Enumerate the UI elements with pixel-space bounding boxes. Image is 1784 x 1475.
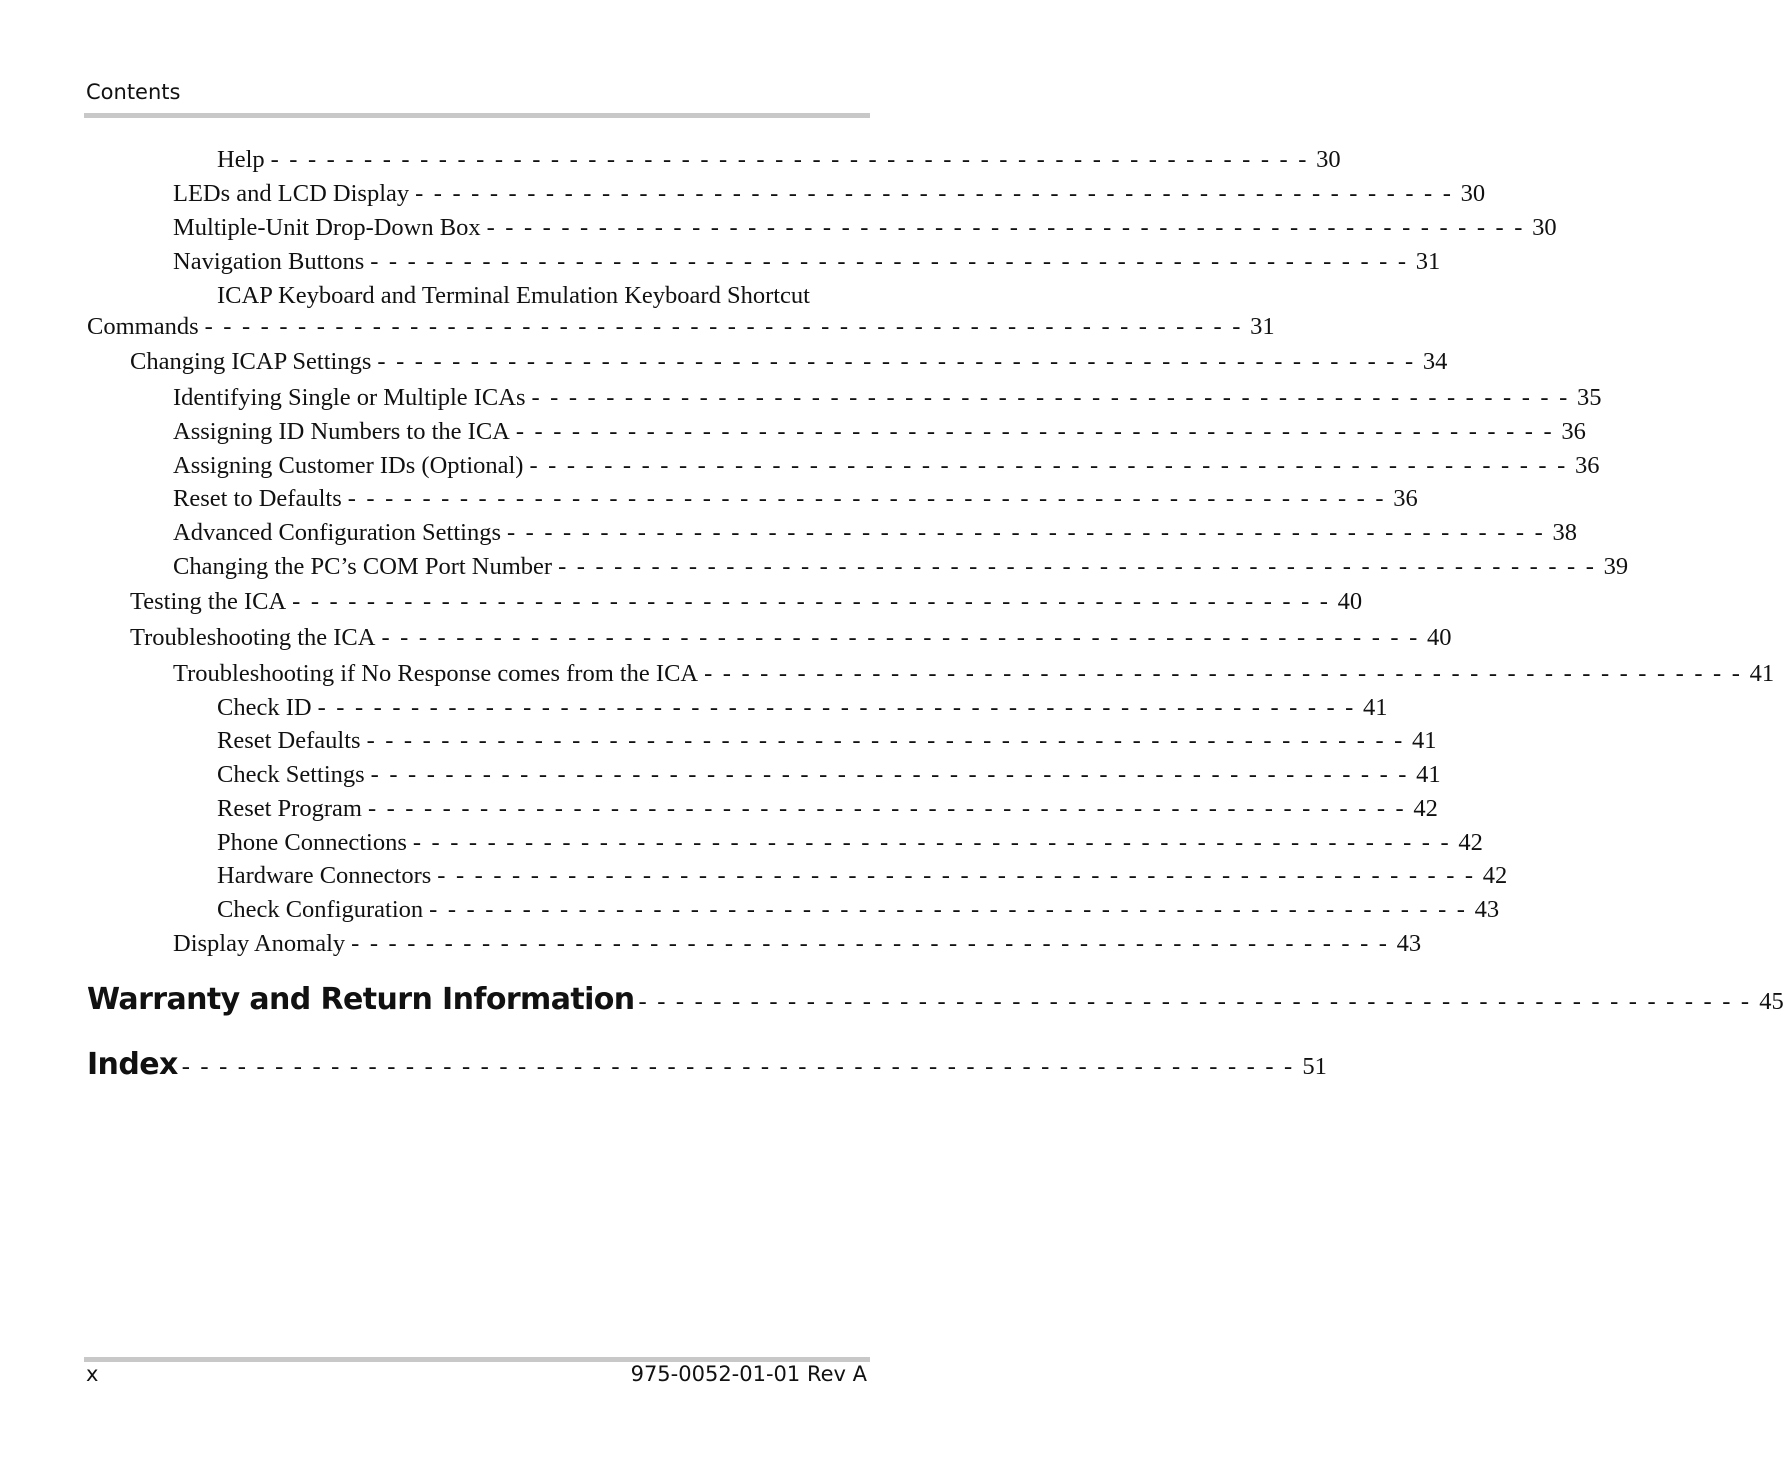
- dot-leader: - - - - - - - - - - - - - - - - - - - - - - - - - - - - - - - - - - - - - - - - - - - - - - - - - - - - - - - -: [381, 624, 1420, 651]
- footer-document-number: 975-0052-01-01 Rev A: [630, 1362, 867, 1386]
- page-number: 42: [1458, 829, 1483, 856]
- running-header: Contents: [86, 80, 181, 104]
- toc-entry-hardware-connectors[interactable]: Hardware Connectors - - - - - - - - - - - - - - - - - - - - - - - - - - - - - - - - - - - - - - - - - - - - - - - - - - - - - - - - 42: [217, 862, 1508, 889]
- toc-entry-advanced-configuration[interactable]: Advanced Configuration Settings - - - - - - - - - - - - - - - - - - - - - - - - - - - - - - - - - - - - - - - - - - - - - - - - - - - - - - - - 38: [173, 519, 1577, 546]
- page-number: 31: [1250, 313, 1275, 340]
- page-number: 42: [1413, 795, 1438, 822]
- dot-leader: - - - - - - - - - - - - - - - - - - - - - - - - - - - - - - - - - - - - - - - - - - - - - - - - - - - - - - - -: [270, 146, 1309, 173]
- page-number: 41: [1416, 761, 1441, 788]
- page-number: 36: [1574, 452, 1600, 479]
- dot-leader: - - - - - - - - - - - - - - - - - - - - - - - - - - - - - - - - - - - - - - - - - - - - - - - - - - - - - - - -: [204, 313, 1243, 340]
- dot-leader: - - - - - - - - - - - - - - - - - - - - - - - - - - - - - - - - - - - - - - - - - - - - - - - - - - - - - - - -: [317, 694, 1356, 721]
- toc-entry-troubleshooting-no-response[interactable]: Troubleshooting if No Response comes from the ICA - - - - - - - - - - - - - - - - - - - - - - - - - - - - - - - - - - - - - - - - - - - - - - - - - - - - - - - - 41: [173, 660, 1775, 687]
- toc-entry-icap-keyboard-line1[interactable]: ICAP Keyboard and Terminal Emulation Keyboard Shortcut: [217, 282, 810, 309]
- page-number: 35: [1576, 384, 1602, 411]
- toc-entry-assigning-id-numbers[interactable]: Assigning ID Numbers to the ICA - - - - - - - - - - - - - - - - - - - - - - - - - - - - - - - - - - - - - - - - - - - - - - - - - - - - - - - - 36: [173, 418, 1586, 445]
- dot-leader: - - - - - - - - - - - - - - - - - - - - - - - - - - - - - - - - - - - - - - - - - - - - - - - - - - - - - - - -: [370, 248, 1409, 275]
- page-number: 41: [1412, 727, 1437, 754]
- dot-leader: - - - - - - - - - - - - - - - - - - - - - - - - - - - - - - - - - - - - - - - - - - - - - - - - - - - - - - - -: [529, 452, 1568, 479]
- page-number: 45: [1759, 988, 1784, 1015]
- page-number: 43: [1474, 896, 1500, 923]
- toc-entry-reset-program[interactable]: Reset Program - - - - - - - - - - - - - - - - - - - - - - - - - - - - - - - - - - - - - - - - - - - - - - - - - - - - - - - - 42: [217, 795, 1438, 822]
- toc-entry-help[interactable]: Help - - - - - - - - - - - - - - - - - - - - - - - - - - - - - - - - - - - - - - - - - - - - - - - - - - - - - - - - 30: [217, 146, 1341, 173]
- page-number: 30: [1316, 146, 1341, 173]
- toc-entry-changing-icap-settings[interactable]: Changing ICAP Settings - - - - - - - - - - - - - - - - - - - - - - - - - - - - - - - - - - - - - - - - - - - - - - - - - - - - - - - - 34: [130, 348, 1448, 375]
- dot-leader: - - - - - - - - - - - - - - - - - - - - - - - - - - - - - - - - - - - - - - - - - - - - - - - - - - - - - - - - - - - -: [638, 988, 1752, 1015]
- toc-entry-reset-defaults[interactable]: Reset Defaults - - - - - - - - - - - - - - - - - - - - - - - - - - - - - - - - - - - - - - - - - - - - - - - - - - - - - - - - 41: [217, 727, 1437, 754]
- toc-entry-changing-com-port[interactable]: Changing the PC’s COM Port Number - - - - - - - - - - - - - - - - - - - - - - - - - - - - - - - - - - - - - - - - - - - - - - - - - - - - - - - - 39: [173, 553, 1629, 580]
- toc-entry-display-anomaly[interactable]: Display Anomaly - - - - - - - - - - - - - - - - - - - - - - - - - - - - - - - - - - - - - - - - - - - - - - - - - - - - - - - - 43: [173, 930, 1422, 957]
- page-number: 36: [1561, 418, 1586, 445]
- page-number: 41: [1363, 694, 1388, 721]
- toc-entry-assigning-customer-ids[interactable]: Assigning Customer IDs (Optional) - - - - - - - - - - - - - - - - - - - - - - - - - - - - - - - - - - - - - - - - - - - - - - - - - - - - - - - - 36: [173, 452, 1600, 479]
- toc-entry-check-settings[interactable]: Check Settings - - - - - - - - - - - - - - - - - - - - - - - - - - - - - - - - - - - - - - - - - - - - - - - - - - - - - - - - 41: [217, 761, 1441, 788]
- dot-leader: - - - - - - - - - - - - - - - - - - - - - - - - - - - - - - - - - - - - - - - - - - - - - - - - - - - - - - - -: [412, 829, 1451, 856]
- dot-leader: - - - - - - - - - - - - - - - - - - - - - - - - - - - - - - - - - - - - - - - - - - - - - - - - - - - - - - - -: [347, 485, 1386, 512]
- toc-entry-leds-lcd[interactable]: LEDs and LCD Display - - - - - - - - - - - - - - - - - - - - - - - - - - - - - - - - - - - - - - - - - - - - - - - - - - - - - - - - 30: [173, 180, 1486, 207]
- dot-leader: - - - - - - - - - - - - - - - - - - - - - - - - - - - - - - - - - - - - - - - - - - - - - - - - - - - - - - - -: [704, 660, 1743, 687]
- page-number: 30: [1460, 180, 1486, 207]
- dot-leader: - - - - - - - - - - - - - - - - - - - - - - - - - - - - - - - - - - - - - - - - - - - - - - - - - - - - - - - -: [506, 519, 1545, 546]
- toc-entry-commands[interactable]: Commands - - - - - - - - - - - - - - - - - - - - - - - - - - - - - - - - - - - - - - - - - - - - - - - - - - - - - - - - 31: [87, 313, 1275, 340]
- page-number: 39: [1603, 553, 1629, 580]
- dot-leader: - - - - - - - - - - - - - - - - - - - - - - - - - - - - - - - - - - - - - - - - - - - - - - - - - - - - - - - -: [515, 418, 1554, 445]
- page-number: 30: [1532, 214, 1557, 241]
- dot-leader: - - - - - - - - - - - - - - - - - - - - - - - - - - - - - - - - - - - - - - - - - - - - - - - - - - - - - - - -: [558, 553, 1597, 580]
- dot-leader: - - - - - - - - - - - - - - - - - - - - - - - - - - - - - - - - - - - - - - - - - - - - - - - - - - - - - - - -: [415, 180, 1454, 207]
- footer-page-number: x: [86, 1362, 99, 1386]
- page-number: 31: [1415, 248, 1441, 275]
- dot-leader: - - - - - - - - - - - - - - - - - - - - - - - - - - - - - - - - - - - - - - - - - - - - - - - - - - - - - - - -: [377, 348, 1416, 375]
- dot-leader: - - - - - - - - - - - - - - - - - - - - - - - - - - - - - - - - - - - - - - - - - - - - - - - - - - - - - - - -: [370, 761, 1409, 788]
- header-rule: [84, 113, 870, 118]
- dot-leader: - - - - - - - - - - - - - - - - - - - - - - - - - - - - - - - - - - - - - - - - - - - - - - - - - - - - - - - -: [486, 214, 1525, 241]
- toc-chapter-warranty[interactable]: Warranty and Return Information - - - - - - - - - - - - - - - - - - - - - - - - - - - - - - - - - - - - - - - - - - - - - - - - - - - - - - - - - - - - 45: [87, 982, 1784, 1017]
- dot-leader: - - - - - - - - - - - - - - - - - - - - - - - - - - - - - - - - - - - - - - - - - - - - - - - - - - - - - - - -: [366, 727, 1405, 754]
- page-number: 38: [1552, 519, 1577, 546]
- toc-entry-check-id[interactable]: Check ID - - - - - - - - - - - - - - - - - - - - - - - - - - - - - - - - - - - - - - - - - - - - - - - - - - - - - - - - 41: [217, 694, 1388, 721]
- dot-leader: - - - - - - - - - - - - - - - - - - - - - - - - - - - - - - - - - - - - - - - - - - - - - - - - - - - - - - - -: [367, 795, 1406, 822]
- toc-entry-multiple-unit[interactable]: Multiple-Unit Drop-Down Box - - - - - - - - - - - - - - - - - - - - - - - - - - - - - - - - - - - - - - - - - - - - - - - - - - - - - - - - 30: [173, 214, 1557, 241]
- page-number: 40: [1426, 624, 1452, 651]
- page-number: 42: [1482, 862, 1508, 889]
- toc-entry-troubleshooting-the-ica[interactable]: Troubleshooting the ICA - - - - - - - - - - - - - - - - - - - - - - - - - - - - - - - - - - - - - - - - - - - - - - - - - - - - - - - - 40: [130, 624, 1452, 651]
- dot-leader: - - - - - - - - - - - - - - - - - - - - - - - - - - - - - - - - - - - - - - - - - - - - - - - - - - - - - - - -: [531, 384, 1570, 411]
- dot-leader: - - - - - - - - - - - - - - - - - - - - - - - - - - - - - - - - - - - - - - - - - - - - - - - - - - - - - - - -: [351, 930, 1390, 957]
- toc-entry-reset-to-defaults[interactable]: Reset to Defaults - - - - - - - - - - - - - - - - - - - - - - - - - - - - - - - - - - - - - - - - - - - - - - - - - - - - - - - - 36: [173, 485, 1418, 512]
- page-number: 34: [1422, 348, 1448, 375]
- toc-entry-phone-connections[interactable]: Phone Connections - - - - - - - - - - - - - - - - - - - - - - - - - - - - - - - - - - - - - - - - - - - - - - - - - - - - - - - - 42: [217, 829, 1483, 856]
- dot-leader: - - - - - - - - - - - - - - - - - - - - - - - - - - - - - - - - - - - - - - - - - - - - - - - - - - - - - - - -: [292, 588, 1331, 615]
- dot-leader: - - - - - - - - - - - - - - - - - - - - - - - - - - - - - - - - - - - - - - - - - - - - - - - - - - - - - - - - - - - -: [181, 1053, 1295, 1080]
- page-number: 51: [1302, 1053, 1327, 1080]
- page-number: 36: [1393, 485, 1418, 512]
- dot-leader: - - - - - - - - - - - - - - - - - - - - - - - - - - - - - - - - - - - - - - - - - - - - - - - - - - - - - - - -: [437, 862, 1476, 889]
- toc-entry-check-configuration[interactable]: Check Configuration - - - - - - - - - - - - - - - - - - - - - - - - - - - - - - - - - - - - - - - - - - - - - - - - - - - - - - - - 43: [217, 896, 1500, 923]
- dot-leader: - - - - - - - - - - - - - - - - - - - - - - - - - - - - - - - - - - - - - - - - - - - - - - - - - - - - - - - -: [429, 896, 1468, 923]
- toc-entry-identifying-icas[interactable]: Identifying Single or Multiple ICAs - - - - - - - - - - - - - - - - - - - - - - - - - - - - - - - - - - - - - - - - - - - - - - - - - - - - - - - - 35: [173, 384, 1602, 411]
- page-number: 41: [1749, 660, 1775, 687]
- page-number: 43: [1396, 930, 1422, 957]
- toc-entry-navigation-buttons[interactable]: Navigation Buttons - - - - - - - - - - - - - - - - - - - - - - - - - - - - - - - - - - - - - - - - - - - - - - - - - - - - - - - - 31: [173, 248, 1441, 275]
- toc-chapter-index[interactable]: Index - - - - - - - - - - - - - - - - - - - - - - - - - - - - - - - - - - - - - - - - - - - - - - - - - - - - - - - - - - - - 51: [87, 1047, 1327, 1082]
- toc-entry-testing-the-ica[interactable]: Testing the ICA - - - - - - - - - - - - - - - - - - - - - - - - - - - - - - - - - - - - - - - - - - - - - - - - - - - - - - - - 40: [130, 588, 1363, 615]
- page-number: 40: [1337, 588, 1363, 615]
